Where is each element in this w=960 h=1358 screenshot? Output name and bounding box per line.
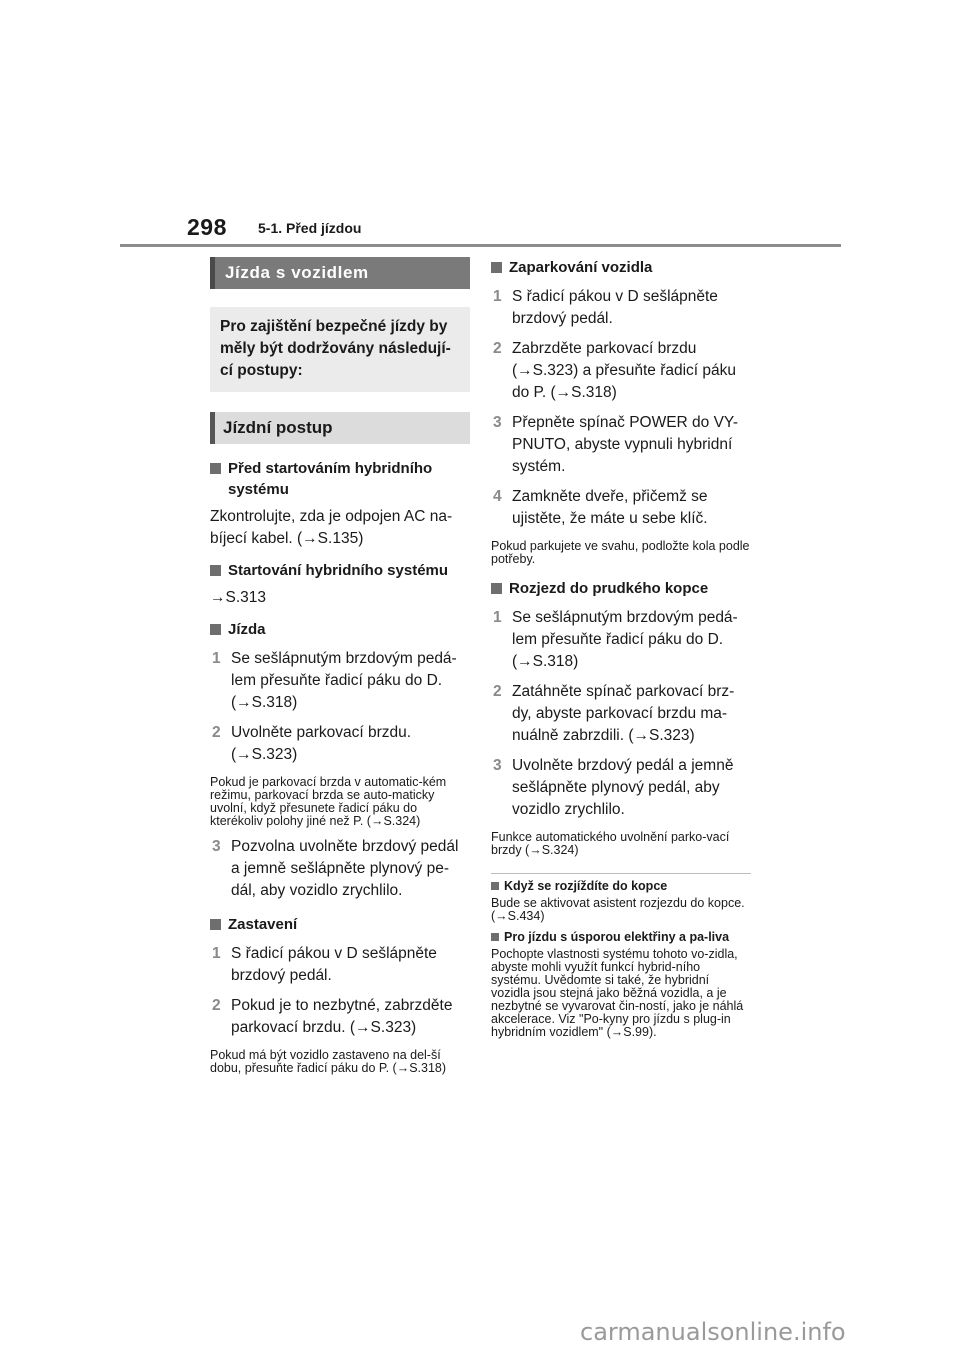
step-item: 1 S řadicí pákou v D sešlápněte brzdový pedál. [212,945,437,984]
step-number: 2 [493,340,502,357]
step-number: 1 [212,650,221,667]
square-bullet-icon [491,882,499,890]
note-text: Funkce automatického uvolnění parko-vací brzdy (→S.324) [491,830,730,857]
info-divider [491,873,751,874]
step-item: 3 Přepněte spínač POWER do VY-PNUTO, abyste vypnuli hybridní systém. [493,414,739,475]
square-bullet-icon [210,565,221,576]
paragraph-before-start: Zkontrolujte, zda je odpojen AC na-bíjecí kabel. (→S.135) [210,508,453,547]
step-item: 3 Uvolněte brzdový pedál a jemně sešlápněte plynový pedál, aby vozidlo zrychlilo. [493,757,734,818]
step-item: 1 Se sešlápnutým brzdovým pedá-lem přesuňte řadicí páku do D. (→S.318) [493,609,738,670]
section-title: 5-1. Před jízdou [258,220,362,236]
info-text-economy: Pochopte vlastnosti systému tohoto vo-zidla, abyste mohli využít funkcí hybrid-ního systému. Uvědomte si také, že hybridní vozidla jsou stejná jako běžná vozidla, a je nezbytné se vyvarovat čin-ností, jako je náhlá akcelerace. Viz "Po-kyny pro jízdu s plug-in hybridním vozidlem" (→S.99). [491,947,744,1039]
square-bullet-icon [210,624,221,635]
step-number: 1 [493,609,502,626]
step-item: 3 Pozvolna uvolněte brzdový pedál a jemně sešlápněte plynový pe-dál, aby vozidlo zrychlilo. [212,838,459,899]
step-item: 2 Uvolněte parkovací brzdu. (→S.323) [212,724,412,763]
left-column [210,257,470,1075]
square-bullet-icon [210,463,221,474]
heading-parking: Zaparkování vozidla [491,257,751,278]
step-number: 3 [493,414,502,431]
intro-box: Pro zajištění bezpečné jízdy by měly být dodržovány následují-cí postupy: [210,307,470,392]
step-item: 1 S řadicí pákou v D sešlápněte brzdový pedál. [493,288,718,327]
heading-steep-hill: Rozjezd do prudkého kopce [491,578,751,599]
heading-stopping: Zastavení [210,914,470,935]
step-item: 4 Zamkněte dveře, přičemž se ujistěte, že máte u sebe klíč. [493,488,708,527]
step-number: 1 [493,288,502,305]
sub-heading: Jízdní postup [210,412,470,444]
step-item: 2 Zatáhněte spínač parkovací brz-dy, abyste parkovací brzdu ma-nuálně zabrzdili. (→S.323) [493,683,735,744]
info-heading-uphill: Když se rozjíždíte do kopce [491,880,751,893]
header-rule [120,244,841,247]
square-bullet-icon [491,933,499,941]
heading-driving: Jízda [210,619,470,640]
square-bullet-icon [210,919,221,930]
step-number: 1 [212,945,221,962]
heading-before-start: Před startováním hybridního systému [210,458,470,500]
note-text: Pokud má být vozidlo zastaveno na del-ší dobu, přesuňte řadicí páku do P. (→S.318) [210,1048,447,1075]
step-item: 2 Zabrzděte parkovací brzdu (→S.323) a přesuňte řadicí páku do P. (→S.318) [493,340,737,401]
square-bullet-icon [491,262,502,273]
step-number: 3 [212,838,221,855]
step-item: 1 Se sešlápnutým brzdovým pedá-lem přesuňte řadicí páku do D. (→S.318) [212,650,457,711]
step-number: 2 [212,997,221,1014]
page-number: 298 [187,214,227,240]
square-bullet-icon [491,583,502,594]
note-text: Pokud parkujete ve svahu, podložte kola podle potřeby. [491,539,750,566]
info-heading-economy: Pro jízdu s úsporou elektřiny a pa-liva [491,931,751,944]
info-text-uphill: Bude se aktivovat asistent rozjezdu do kopce. (→S.434) [491,896,745,923]
step-item: 2 Pokud je to nezbytné, zabrzděte parkovací brzdu. (→S.323) [212,997,453,1036]
right-column [491,257,751,1039]
note-text: Pokud je parkovací brzda v automatic-kém režimu, parkovací brzda se auto-maticky uvolní, když přesunete řadicí páku do kterékoliv polohy jiné než P. (→S.324) [210,775,447,828]
step-number: 2 [493,683,502,700]
step-number: 3 [493,757,502,774]
heading-start-system: Startování hybridního systému [210,560,470,581]
main-heading: Jízda s vozidlem [210,257,470,289]
watermark-text: carmanualsonline.info [580,1318,846,1346]
step-number: 2 [212,724,221,741]
step-number: 4 [493,488,502,505]
paragraph-start-system: →S.313 [210,589,267,606]
